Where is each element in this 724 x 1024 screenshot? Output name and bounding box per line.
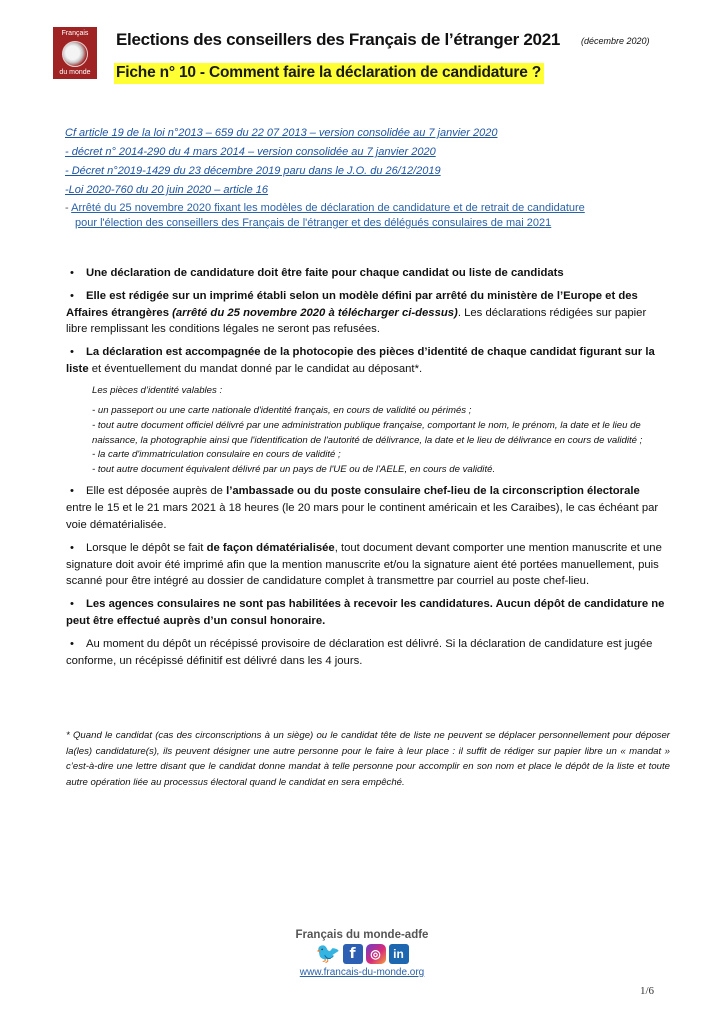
bullet-text: entre le 15 et le 21 mars 2021 à 18 heures (le 20 mars pour le continent américain et les Caraibes), le cas échéant par voie dématérialisée. [66,502,659,531]
twitter-icon[interactable]: 🐦 [315,943,341,965]
instagram-icon[interactable]: ◎ [366,944,386,964]
website-link[interactable]: www.francais-du-monde.org [299,967,425,978]
francais-du-monde-logo [53,27,97,79]
bullet-paragraph [66,540,666,590]
document-title: Elections des conseillers des Français de l’étranger 2021 [116,30,561,49]
identity-document-item: - tout autre document équivalent délivré par un pays de l'UE ou de l'AELE, en cours de validité. [92,463,496,475]
bullet-text: Au moment du dépôt un récépissé provisoire de déclaration est délivré. Si la déclaration de candidature est jugée conforme, un récépissé définitif est délivré dans les 4 jours. [66,637,653,667]
facebook-icon[interactable]: f [343,944,363,964]
bullet-icon: • [70,637,74,650]
bullet-text-bold: Elle est rédigée sur un imprimé établi selon un modèle défini par arrêté du ministère de l’Europe et des Affaires étrangères [66,289,638,319]
bullet-text: . Les déclarations rédigées sur papier libre remplissant les conditions légales ne seront pas refusées. [66,306,647,336]
bullet-icon: • [70,289,74,302]
bullet-paragraph [66,483,666,533]
bullet-paragraph [66,265,666,282]
bullet-text-bold-italic: (arrêté du 25 novembre 2020 à télécharger ci-dessus) [172,306,458,319]
bullet-icon: • [70,541,74,554]
arrete-link-line1[interactable]: Arrêté du 25 novembre 2020 fixant les modèles de déclaration de candidature et de retrait de candidature [71,202,585,214]
bullet-text: Une déclaration de candidature doit être faite pour chaque candidat ou liste de candidats [86,267,564,279]
document-date: (décembre 2020) [581,36,650,46]
reference-link[interactable]: - décret n° 2014-290 du 4 mars 2014 – version consolidée au 7 janvier 2020 [65,146,436,158]
page-footer [250,929,474,978]
logo-text-top: Français [61,30,89,37]
identity-document-item: - tout autre document officiel délivré par une administration publique française, comportant le nom, le prénom, la date et le lieu de naissance, la photographie ainsi que l'identification de l'autorité de délivrance, la date et le lieu de délivrance en cours de validité ; [92,419,643,446]
linkedin-icon[interactable]: in [389,944,409,964]
fiche-heading: Fiche n° 10 - Comment faire la déclaration de candidature ? [114,63,544,84]
logo-text-bottom: du monde [59,69,91,76]
bullet-paragraph [66,636,666,670]
bullet-text-bold: de façon dématérialisée [206,541,335,554]
identity-document-item: - la carte d'immatriculation consulaire en cours de validité ; [92,449,341,461]
identity-document-item: - un passeport ou une carte nationale d'identité français, en cours de validité ou périmés ; [92,405,472,417]
bullet-text: et éventuellement du mandat donné par le candidat au déposant*. [88,362,423,375]
bullet-icon: • [70,346,74,359]
bullet-text-bold: La déclaration est accompagnée de la photocopie des pièces d’identité de chaque candidat figurant sur la liste [66,346,655,375]
arrete-link-line2[interactable]: pour l'élection des conseillers des Français de l'étranger et des délégués consulaires de mai 2021 [75,217,552,229]
bullet-text: Lorsque le dépôt se fait [86,541,207,554]
bullet-paragraph [66,288,666,338]
bullet-text: Elle est déposée auprès de [86,485,227,498]
dash: - [65,202,72,214]
bullet-text-bold: Les agences consulaires ne sont pas habilitées à recevoir les candidatures. Aucun dépôt de candidature ne peut être effectué auprès d’un consul honoraire. [66,598,665,627]
page-number: 1/6 [640,985,655,997]
reference-link[interactable]: - Décret n°2019-1429 du 23 décembre 2019 paru dans le J.O. du 26/12/2019 [65,165,441,177]
reference-link[interactable]: -Loi 2020-760 du 20 juin 2020 – article 16 [65,184,269,196]
social-icons [250,943,474,965]
arrete-reference [65,201,705,231]
bullet-icon: • [70,598,74,611]
bullet-icon: • [70,485,74,498]
footer-organization: Français du monde-adfe [295,929,429,941]
bullet-icon: • [70,267,74,279]
identity-documents-list [92,384,666,478]
identity-documents-heading: Les pièces d’identité valables : [92,384,223,396]
bullet-text: , tout document devant comporter une mention manuscrite et une signature doit avoir été imprimé afin que la mention manuscrite et/ou la signature aient été portées manuellement, puis scanné pour être intégré au dossier de candidature complet à transmettre par courriel au poste chef-lieu. [66,541,662,588]
footnote: * Quand le candidat (cas des circonscriptions à un siège) ou le candidat tête de liste ne peuvent se déplacer personnellement pour déposer la(les) candidature(s), ils peuvent désigner une autre personne pour le faire à leur place : il suffit de rédiger sur papier libre un « mandat » c’est-à-dire une lettre disant que le candidat donne mandat à telle personne pour accomplir en son nom et place le dépôt de la liste et toute autre opération liée au processus électoral quand le candidat en sera empêché. [66,730,670,788]
globe-icon [62,41,88,67]
document-body [66,265,666,675]
reference-link[interactable]: Cf article 19 de la loi n°2013 – 659 du 22 07 2013 – version consolidée au 7 janvier 2020 [65,127,498,139]
bullet-text-bold: l’ambassade ou du poste consulaire chef-lieu de la circonscription électorale [226,485,640,498]
legal-references [65,124,705,231]
bullet-paragraph [66,344,666,378]
bullet-paragraph [66,596,666,630]
